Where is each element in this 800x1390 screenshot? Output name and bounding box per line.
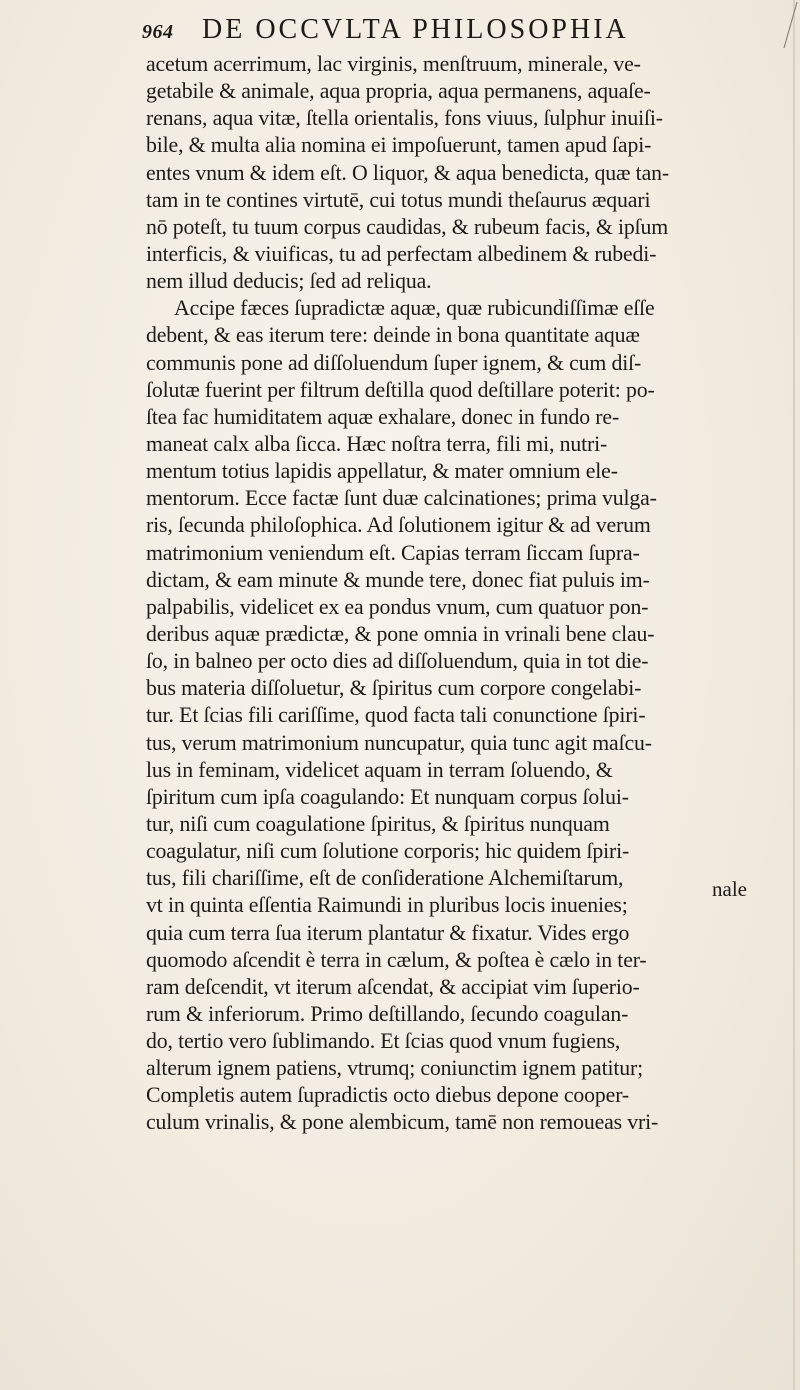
text-line: alterum ignem patiens, vtrumq; coniunctim ignem patitur;	[146, 1056, 644, 1081]
text-line: interficis, & viuificas, tu ad perfectam albedinem & rubedi-	[146, 241, 657, 266]
text-line: tus, verum matrimonium nuncupatur, quia tunc agit maſcu-	[146, 730, 652, 755]
text-line: bile, & multa alia nomina ei impoſuerunt, tamen apud ſapi-	[146, 133, 652, 158]
text-line: mentum totius lapidis appellatur, & mater omnium ele-	[146, 459, 618, 484]
text-line: rum & inferiorum. Primo deſtillando, ſecundo coagulan-	[146, 1001, 629, 1026]
text-line: tam in te contines virtutē, cui totus mundi theſaurus æquari	[146, 187, 651, 212]
text-line: quomodo aſcendit è terra in cælum, & poſtea è cælo in ter-	[146, 947, 647, 972]
text-line: ſolutæ fuerint per filtrum deſtilla quod deſtillare poterit: po-	[146, 377, 655, 402]
page-edge-shadow	[793, 0, 795, 1390]
text-line: ſtea fac humiditatem aquæ exhalare, donec in fundo re-	[146, 404, 620, 429]
paragraph-start-line: Accipe fæces ſupradictæ aquæ, quæ rubicundiſſimæ eſſe	[174, 296, 655, 321]
text-line: vt in quinta eſſentia Raimundi in pluribus locis inuenies;	[146, 893, 628, 918]
text-line: maneat calx alba ſicca. Hæc noſtra terra, fili mi, nutri-	[146, 431, 608, 456]
text-line: nō poteſt, tu tuum corpus caudidas, & rubeum facis, & ipſum	[146, 214, 669, 239]
text-line: tur. Et ſcias fili cariſſime, quod facta tali conunctione ſpiri-	[146, 703, 646, 728]
text-line: nem illud deducis; ſed ad reliqua.	[146, 269, 432, 294]
text-line: culum vrinalis, & pone alembicum, tamē non remoueas vri-	[146, 1110, 659, 1135]
text-line: communis pone ad diſſoluendum ſuper ignem, & cum diſ-	[146, 350, 642, 375]
page-corner-fold-mark	[770, 0, 800, 60]
page-header	[142, 14, 765, 48]
page-number: 964	[142, 21, 174, 43]
text-line: ram deſcendit, vt iterum aſcendat, & accipiat vim ſuperio-	[146, 974, 640, 999]
text-line: getabile & animale, aqua propria, aqua permanens, aquaſe-	[146, 79, 651, 104]
text-line: lus in feminam, videlicet aquam in terram ſoluendo, &	[146, 757, 613, 782]
text-line: dictam, & eam minute & munde tere, donec fiat puluis im-	[146, 567, 650, 592]
text-line: palpabilis, videlicet ex ea pondus vnum, cum quatuor pon-	[146, 594, 649, 619]
text-line: deribus aquæ prædictæ, & pone omnia in vrinali bene clau-	[146, 621, 655, 646]
body-text	[146, 51, 774, 1137]
text-line: do, tertio vero ſublimando. Et ſcias quod vnum fugiens,	[146, 1029, 621, 1054]
catchword: nale	[712, 877, 747, 901]
text-line: acetum acerrimum, lac virginis, menſtruum, minerale, ve-	[146, 52, 641, 76]
text-line: entes vnum & idem eſt. O liquor, & aqua benedicta, quæ tan-	[146, 160, 669, 185]
running-head: DE OCCVLTA PHILOSOPHIA	[202, 14, 629, 45]
text-line: ris, ſecunda philoſophica. Ad ſolutionem igitur & ad verum	[146, 513, 651, 538]
text-line: bus materia diſſoluetur, & ſpiritus cum corpore congelabi-	[146, 676, 642, 701]
text-line: coagulatur, niſi cum ſolutione corporis; hic quidem ſpiri-	[146, 839, 630, 864]
text-line: Completis autem ſupradictis octo diebus depone cooper-	[146, 1083, 629, 1108]
text-line: tus, fili chariſſime, eſt de conſideratione Alchemiſtarum,	[146, 866, 624, 891]
text-line: ſo, in balneo per octo dies ad diſſoluendum, quia in tot die-	[146, 649, 649, 674]
text-line: matrimonium veniendum eſt. Capias terram ſiccam ſupra-	[146, 540, 640, 565]
text-line: ſpiritum cum ipſa coagulando: Et nunquam corpus ſolui-	[146, 784, 629, 809]
text-line: renans, aqua vitæ, ſtella orientalis, fons viuus, ſulphur inuiſi-	[146, 106, 663, 131]
text-line: tur, niſi cum coagulatione ſpiritus, & ſpiritus nunquam	[146, 811, 610, 836]
text-line: debent, & eas iterum tere: deinde in bona quantitate aquæ	[146, 323, 640, 348]
text-line: mentorum. Ecce factæ ſunt duæ calcinationes; prima vulga-	[146, 486, 657, 511]
text-line: quia cum terra ſua iterum plantatur & fixatur. Vides ergo	[146, 920, 630, 945]
